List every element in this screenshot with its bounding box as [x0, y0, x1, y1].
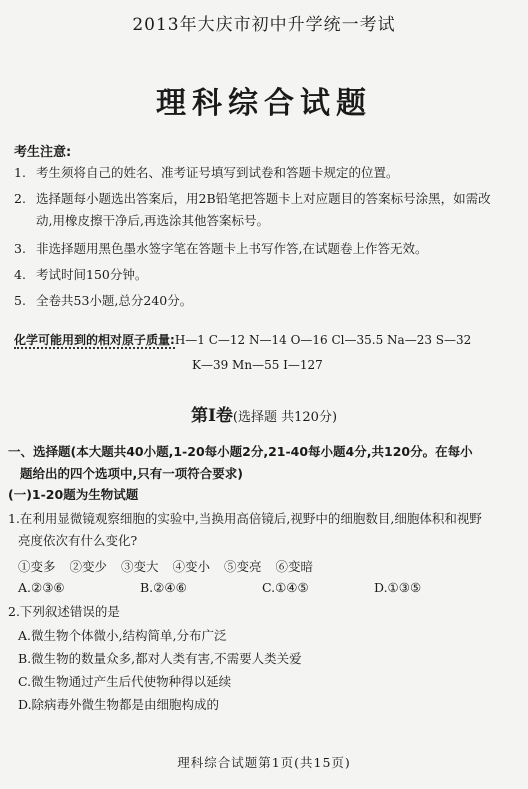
- note-text: 考试时间150分钟。: [36, 267, 148, 282]
- note-item-4: [14, 264, 519, 286]
- choice-item: ③变大: [121, 559, 159, 574]
- note-number: 3.: [14, 241, 26, 256]
- question-2-option-d: D.除病毒外微生物都是由细胞构成的: [18, 697, 220, 712]
- question-text-continued: 亮度依次有什么变化?: [18, 533, 138, 548]
- choice-item: ⑤变亮: [224, 559, 262, 574]
- choice-item: ②变少: [69, 559, 108, 574]
- atomic-masses-line-1: H—1 C—12 N—14 O—16 Cl—35.5 Na—23 S—32: [174, 333, 472, 347]
- note-item-1: [14, 162, 519, 184]
- choice-item: ⑥变暗: [275, 559, 314, 574]
- atomic-masses: [14, 330, 519, 376]
- answer-option-d: D.①③⑤: [374, 580, 422, 595]
- note-text: 全卷共53小题,总分240分。: [36, 293, 193, 308]
- answer-option-c: C.①④⑤: [262, 580, 309, 595]
- part-heading-text: 一、选择题(本大题共40小题,1-20每小题2分,21-40每小题4分,共120分。在每小: [8, 444, 473, 459]
- choice-item: ①变多: [18, 559, 56, 574]
- section-name: 第Ⅰ卷: [190, 406, 233, 426]
- section-subtitle: (选择题 共120分): [232, 410, 338, 425]
- question-2-stem: [8, 601, 520, 623]
- page-footer: 理科综合试题第1页(共15页): [177, 755, 351, 770]
- choice-item: ④变小: [172, 559, 211, 574]
- note-item-5: [14, 290, 519, 312]
- note-text: 考生须将自己的姓名、准考证号填写到试卷和答题卡规定的位置。: [36, 165, 399, 180]
- answer-option-a: A.②③⑥: [18, 580, 65, 595]
- note-text-continued: 动,用橡皮擦干净后,再选涂其他答案标号。: [36, 213, 269, 228]
- exam-name: 2013年大庆市初中升学统一考试: [132, 15, 396, 35]
- subpart-heading: (一)1-20题为生物试题: [8, 487, 139, 502]
- note-number: 2.: [14, 191, 26, 206]
- part-heading-continued: 题给出的四个选项中,只有一项符合要求): [20, 466, 243, 481]
- question-text: 1.在利用显微镜观察细胞的实验中,当换用高倍镜后,视野中的细胞数目,细胞体积和视野: [8, 511, 482, 526]
- note-item-2: [14, 188, 519, 232]
- question-2-option-c: C.微生物通过产生后代使物种得以延续: [18, 674, 232, 689]
- page-title: 理科综合试题: [156, 86, 372, 121]
- note-item-3: [14, 238, 519, 260]
- question-2-option-b: B.微生物的数量众多,都对人类有害,不需要人类关爱: [18, 651, 302, 666]
- notes-heading: 考生注意:: [14, 145, 72, 160]
- atomic-masses-line-2: K—39 Mn—55 I—127: [192, 358, 323, 372]
- note-number: 1.: [14, 165, 26, 180]
- part-heading: [8, 441, 520, 485]
- note-number: 5.: [14, 293, 26, 308]
- answer-option-b: B.②④⑥: [140, 580, 187, 595]
- note-text: 选择题每小题选出答案后，用2B铅笔把答题卡上对应题目的答案标号涂黑，如需改: [36, 191, 491, 206]
- note-number: 4.: [14, 267, 26, 282]
- atomic-masses-label: 化学可能用到的相对原子质量:: [14, 333, 175, 347]
- section-title: [0, 401, 528, 426]
- question-2-option-a: A.微生物个体微小,结构简单,分布广泛: [18, 628, 227, 643]
- question-text: 2.下列叙述错误的是: [8, 604, 120, 619]
- note-text: 非选择题用黑色墨水签字笔在答题卡上书写作答,在试题卷上作答无效。: [36, 241, 428, 256]
- question-1-choices: [18, 557, 323, 575]
- question-1-stem: [8, 508, 520, 552]
